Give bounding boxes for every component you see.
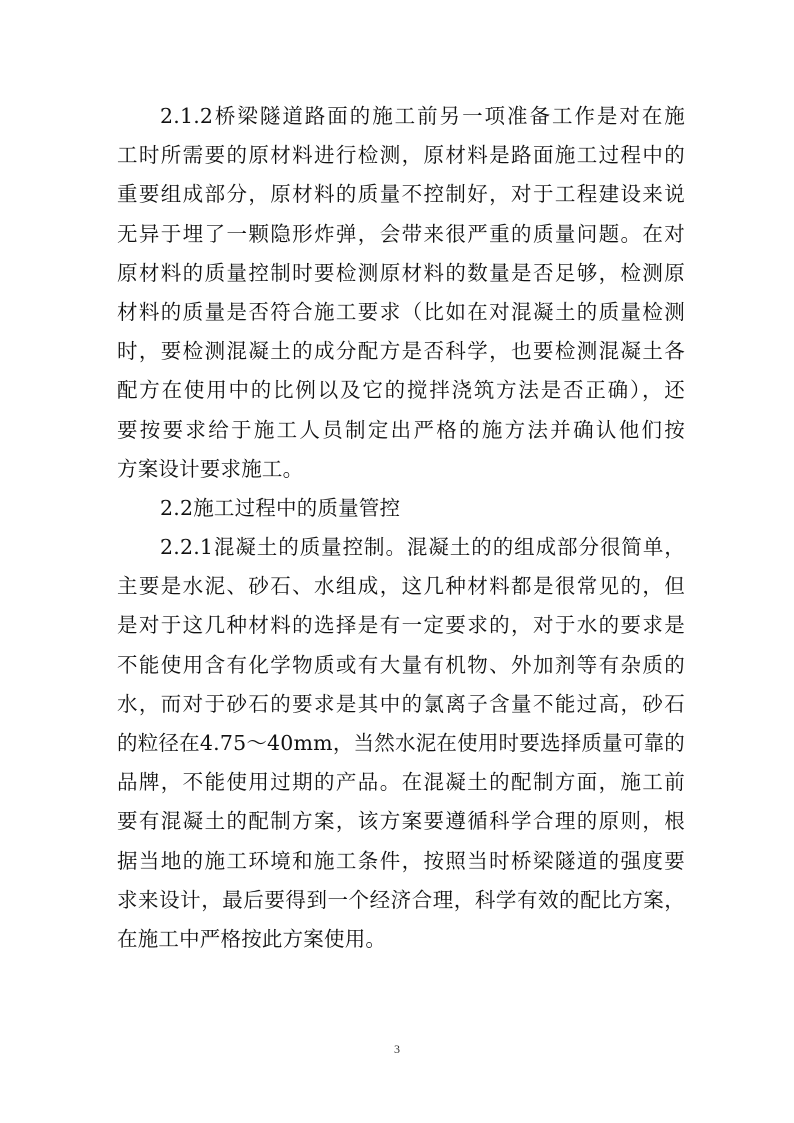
paragraph-1-line-3: 重要组成部分，原材料的质量不控制好，对于工程建设来说 [117,182,685,207]
paragraph-3-line-8: 要有混凝土的配制方案，该方案要遵循科学合理的原则，根 [117,809,685,834]
paragraph-1-line-5: 原材料的质量控制时要检测原材料的数量是否足够，检测原 [117,260,685,285]
paragraph-1-line-6: 材料的质量是否符合施工要求（比如在对混凝土的质量检测 [117,299,685,324]
paragraph-1-line-1: 2.1.2桥梁隧道路面的施工前另一项准备工作是对在施 [160,104,685,128]
paragraph-1-line-2: 工时所需要的原材料进行检测，原材料是路面施工过程中的 [117,143,685,168]
paragraph-3-line-1: 2.2.1混凝土的质量控制。混凝土的的组成部分很简单， [160,535,685,560]
paragraph-3-line-9: 据当地的施工环境和施工条件，按照当时桥梁隧道的强度要 [117,848,685,873]
paragraph-1-line-4: 无异于埋了一颗隐形炸弹，会带来很严重的质量问题。在对 [117,221,685,246]
paragraph-1-line-7: 时，要检测混凝土的成分配方是否科学，也要检测混凝土各 [117,339,685,364]
page-number: 3 [394,1042,400,1056]
paragraph-3-line-2: 主要是水泥、砂石、水组成，这几种材料都是很常见的，但 [117,574,685,599]
paragraph-3-line-4: 不能使用含有化学物质或有大量有机物、外加剂等有杂质的 [117,652,685,677]
paragraph-1-line-8: 配方在使用中的比例以及它的搅拌浇筑方法是否正确），还 [117,378,685,403]
paragraph-3-line-11: 在施工中严格按此方案使用。 [117,926,387,951]
paragraph-3-line-6: 的粒径在4.75～40mm，当然水泥在使用时要选择质量可靠的 [117,731,685,755]
paragraph-3-line-5: 水，而对于砂石的要求是其中的氯离子含量不能过高，砂石 [117,691,685,716]
body-text [117,97,685,959]
paragraph-1-line-9: 要按要求给于施工人员制定出严格的施方法并确认他们按 [117,417,685,442]
paragraph-3-line-10: 求来设计，最后要得到一个经济合理，科学有效的配比方案， [117,887,685,912]
paragraph-3-line-3: 是对于这几种材料的选择是有一定要求的，对于水的要求是 [117,613,685,638]
section-heading: 2.2施工过程中的质量管控 [160,495,401,520]
paragraph-1-line-10: 方案设计要求施工。 [117,456,304,481]
paragraph-3-line-7: 品牌，不能使用过期的产品。在混凝土的配制方面，施工前 [117,770,685,795]
